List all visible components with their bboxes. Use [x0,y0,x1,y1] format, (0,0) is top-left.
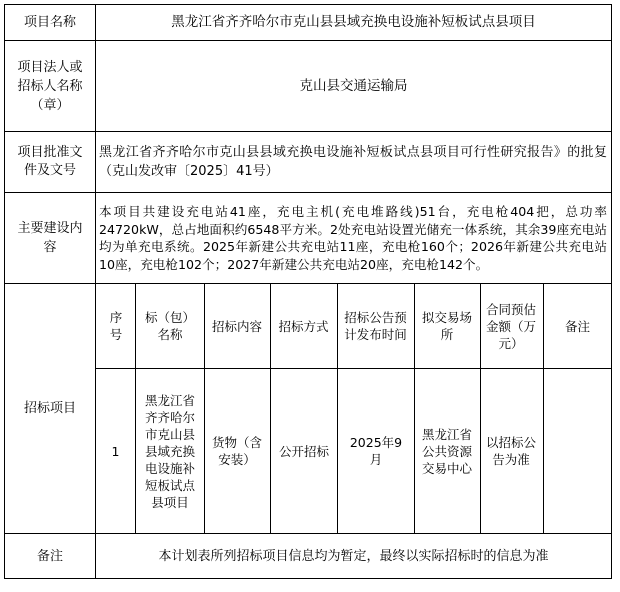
header-contract-amount: 合同预估金额（万元） [485,301,536,351]
sub-column-divider [204,283,205,533]
row-venue: 黑龙江省公共资源交易中心 [421,426,472,476]
project-name-value: 黑龙江省齐齐哈尔市克山县县域充换电设施补短板试点县项目 [171,14,536,30]
note-value: 本计划表所列招标项目信息均为暂定，最终以实际招标时的信息为准 [158,548,549,564]
sub-column-divider [480,283,481,533]
header-venue: 拟交易场所 [421,310,472,342]
header-remark: 备注 [564,318,590,334]
note-label: 备注 [36,548,63,564]
sub-column-divider [270,283,271,533]
row-bid-method: 公开招标 [278,443,329,459]
header-bid-content: 招标内容 [211,318,262,334]
row-publish-time: 2025年9月 [349,435,403,467]
approval-doc-value: 黑龙江省齐齐哈尔市克山县县域充换电设施补短板试点县项目可行性研究报告》的批复（克山发改审〔2025〕41号） [99,145,607,179]
row-seq: 1 [111,443,120,459]
row-bid-content: 货物（含安装） [212,435,263,467]
header-bid-method: 招标方式 [278,318,329,334]
project-name-label: 项目名称 [23,15,76,30]
approval-doc-label: 项目批准文件及文号 [17,145,83,178]
sub-column-divider [337,283,338,533]
sub-column-divider [414,283,415,533]
row-remark [544,369,611,533]
row-contract-amount: 以招标公告为准 [485,435,536,467]
sub-column-divider [135,283,136,533]
legal-person-value: 克山县交通运输局 [299,77,408,94]
header-publish-time: 招标公告预计发布时间 [344,310,407,342]
bidding-project-label: 招标项目 [23,401,76,416]
main-content-value: 本项目共建设充电站41座，充电主机(充电堆路线)51台，充电枪404把，总功率24720kW，总占地面积约6548平方米。2处充电站设置光储充一体系统，其余39座充电站均为单充电系统。2025年新建公共充电站11座，充电枪160个；2026年新建公共充电站10座，充电枪102个；2027年新建公共充电站20座，充电枪142个。 [99,204,607,272]
row-section-name: 黑龙江省齐齐哈尔市克山县县域充换电设施补短板试点县项目 [144,392,195,510]
legal-person-label: 项目法人或招标人名称（章） [17,59,83,113]
main-content-label: 主要建设内容 [17,221,83,255]
header-seq: 序号 [109,310,123,342]
header-section-name: 标（包）名称 [145,310,196,342]
